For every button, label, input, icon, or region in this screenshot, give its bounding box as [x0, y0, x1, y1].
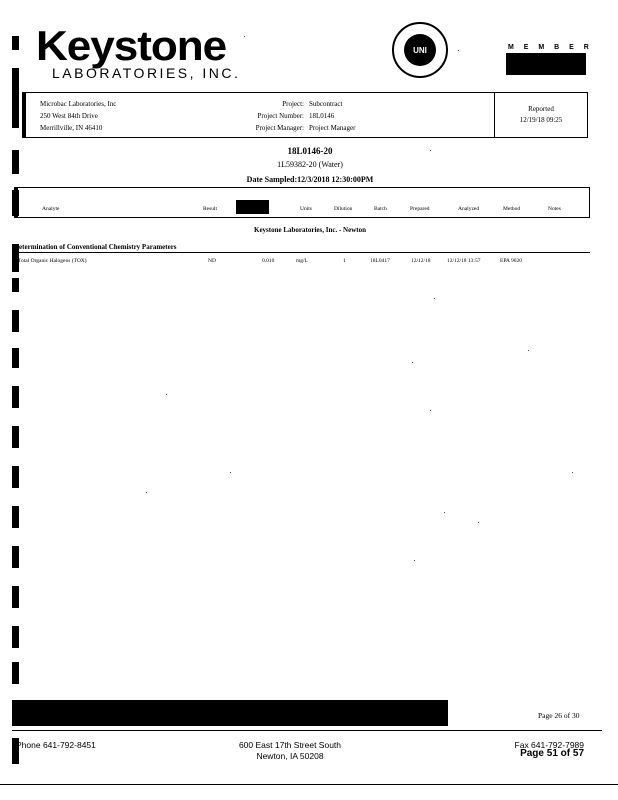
company-logo: Keystone	[36, 22, 227, 69]
member-label: M E M B E R	[508, 44, 593, 51]
margin-mark	[12, 662, 19, 684]
margin-mark	[12, 36, 19, 50]
margin-mark	[12, 426, 19, 448]
project-value: Subcontract	[309, 100, 343, 108]
col-analyzed: Analyzed	[458, 206, 480, 212]
cell-result: ND	[208, 258, 216, 264]
cell-analyzed: 12/12/18 13:57	[447, 258, 481, 264]
col-notes: Notes	[548, 206, 561, 212]
cell-dilution: 1	[343, 258, 346, 264]
reported-label: Reported	[528, 105, 554, 113]
project-number-value: 18L0146	[309, 112, 335, 120]
col-units: Units	[300, 206, 312, 212]
margin-mark	[12, 278, 19, 292]
table-header-box	[14, 187, 590, 218]
member-seal-icon: UNI	[392, 22, 448, 78]
footer-address-2: Newton, IA 50208	[256, 751, 324, 761]
footer-fax: Fax 641-792-7989	[514, 740, 584, 750]
sample-sub-id: 1L59382-20 (Water)	[277, 160, 343, 169]
col-analyte: Analyte	[42, 206, 60, 212]
redaction-block	[236, 200, 269, 214]
col-method: Method	[503, 206, 521, 212]
col-dilution: Dilution	[334, 206, 353, 212]
sample-id: 18L0146-20	[287, 146, 333, 156]
redaction-block	[506, 53, 586, 75]
margin-mark	[12, 150, 19, 174]
col-prepared: Prepared	[410, 206, 430, 212]
client-address-1: 250 West 84th Drive	[40, 112, 98, 120]
page-number: Page 26 of 30	[538, 711, 580, 720]
section-divider	[14, 252, 590, 253]
cell-batch: 18L0417	[370, 258, 390, 264]
page-edge-line	[0, 784, 618, 785]
margin-mark	[12, 310, 19, 332]
footer-address-1: 600 East 17th Street South	[238, 740, 342, 750]
cell-analyte: Total Organic Halogens (TOX)	[18, 258, 87, 264]
margin-mark	[12, 546, 19, 568]
outer-page-number: Page 51 of 57	[520, 748, 584, 759]
section-title: Determination of Conventional Chemistry Parameters	[14, 243, 177, 251]
margin-mark	[12, 386, 19, 408]
client-address-2: Merrillville, IN 46410	[40, 124, 103, 132]
margin-mark	[12, 348, 19, 368]
cell-units: mg/L	[296, 258, 308, 264]
date-sampled: Date Sampled:12/3/2018 12:30:00PM	[246, 175, 374, 184]
margin-mark	[12, 626, 19, 648]
cell-prepared: 12/12/18	[411, 258, 431, 264]
margin-mark	[12, 68, 19, 128]
margin-mark	[12, 466, 19, 488]
redaction-band	[12, 700, 448, 726]
lab-line: Keystone Laboratories, Inc. - Newton	[254, 226, 366, 234]
margin-mark	[12, 586, 19, 608]
project-manager-label: Project Manager:	[255, 124, 304, 132]
footer-phone: Phone 641-792-8451	[16, 740, 96, 750]
reported-value: 12/19/18 09:25	[519, 116, 563, 124]
client-name: Microbac Laboratories, Inc	[40, 100, 117, 108]
col-result: Result	[203, 206, 218, 212]
project-label: Project:	[282, 100, 304, 108]
cell-method: EPA 9020	[500, 258, 522, 264]
col-batch: Batch	[374, 206, 387, 212]
margin-mark	[12, 506, 19, 528]
project-manager-value: Project Manager	[309, 124, 356, 132]
footer-divider	[12, 730, 602, 731]
project-number-label: Project Number:	[257, 112, 304, 120]
cell-rl: 0.010	[262, 258, 275, 264]
company-logo-subtitle: LABORATORIES, INC.	[52, 65, 241, 81]
